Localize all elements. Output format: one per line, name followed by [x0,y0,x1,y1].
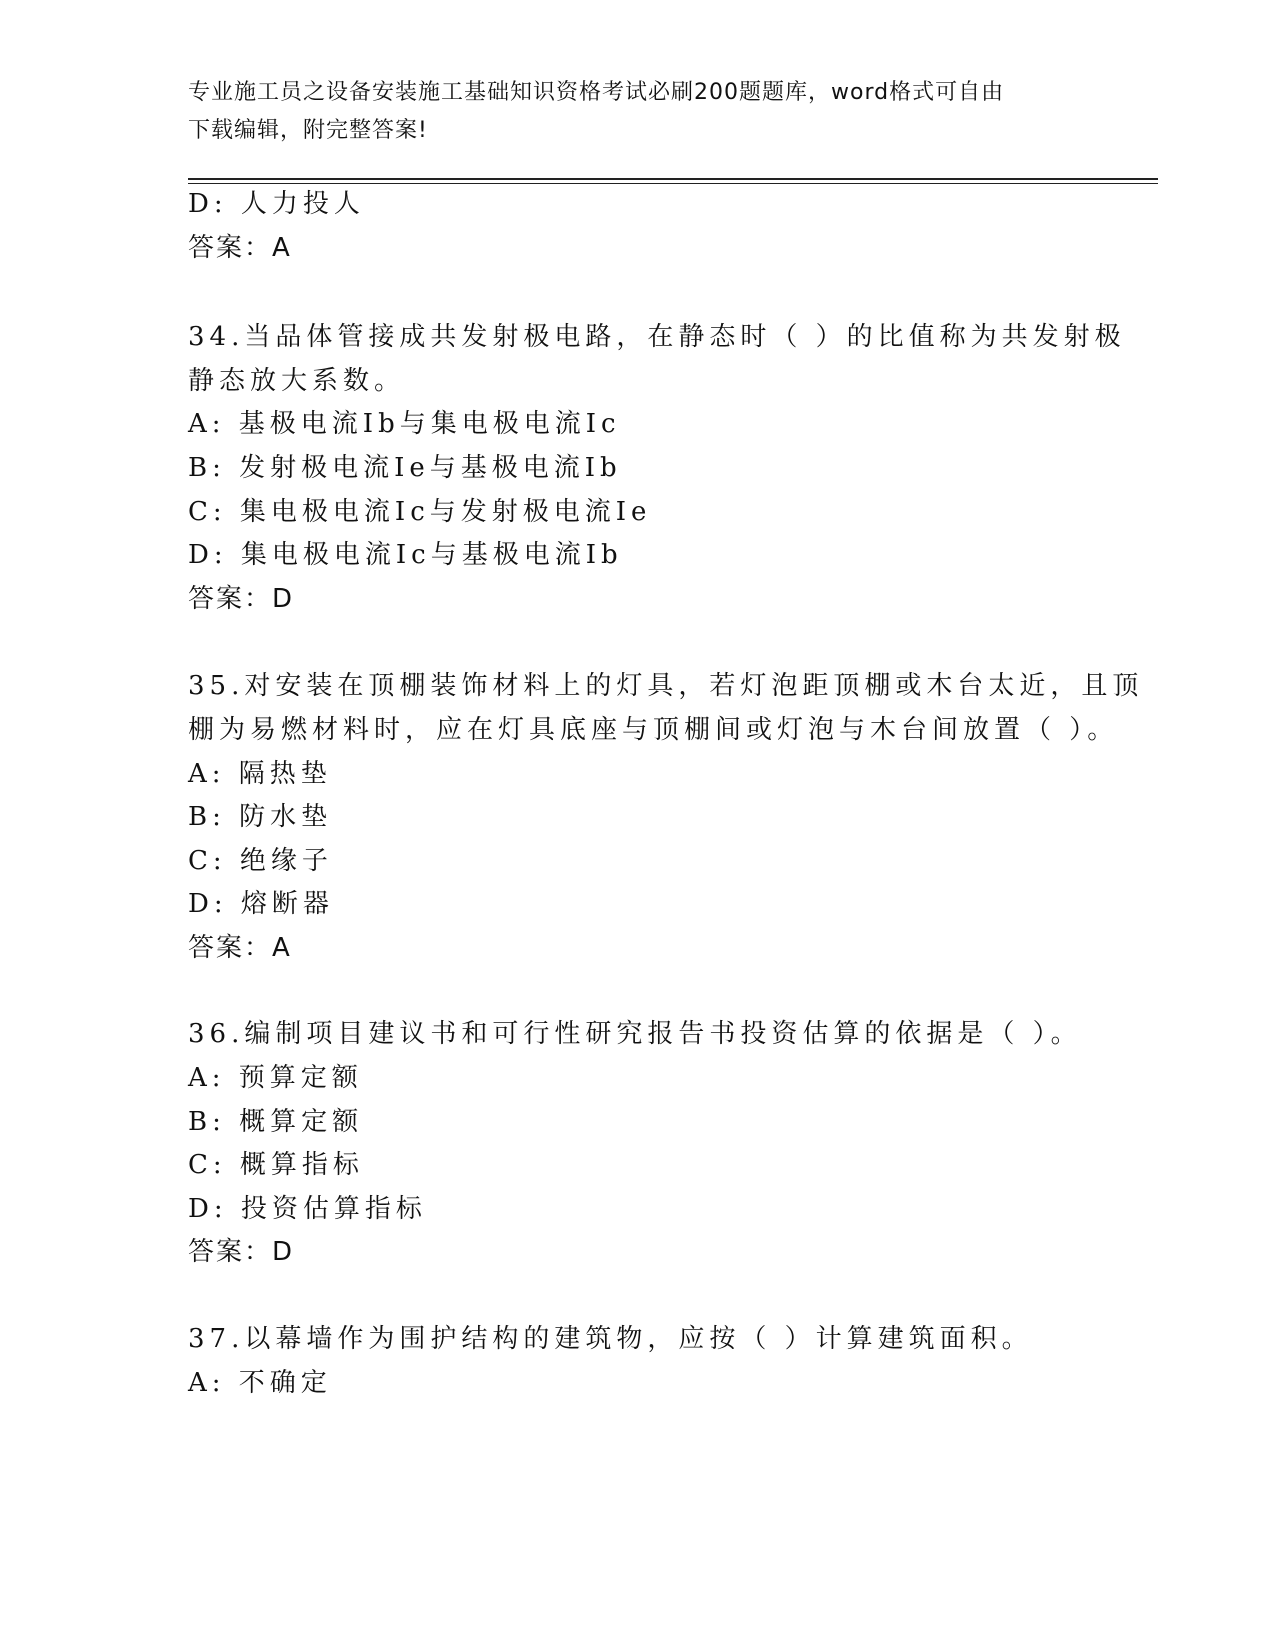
question-36-line-1: 36.编制项目建议书和可行性研究报告书投资估算的依据是（ ）。 [188,1019,1082,1049]
question-35-option-b: B: 防水垫 [188,802,333,832]
question-35-option-d: D: 熔断器 [188,889,334,919]
question-34-option-c: C: 集电极电流Ic与发射极电流Ie [188,497,652,527]
question-34-option-b: B: 发射极电流Ie与基极电流Ib [188,453,622,483]
question-34-line-1: 34.当品体管接成共发射极电路，在静态时（ ）的比值称为共发射极 [188,322,1126,352]
header-line-1: 专业施工员之设备安装施工基础知识资格考试必刷200题题库，word格式可自由 [188,80,1005,105]
question-36-option-c: C: 概算指标 [188,1150,364,1180]
question-35-answer: 答案：A [188,933,292,963]
option-d-prev: D: 人力投人 [188,189,365,219]
question-36-option-b: B: 概算定额 [188,1107,364,1137]
question-34-line-2: 静态放大系数。 [188,366,406,396]
question-34-answer: 答案：D [188,584,295,614]
header-divider-thin [188,183,1158,184]
question-34-option-a: A: 基极电流Ib与集电极电流Ic [188,409,621,439]
header-line-2: 下载编辑，附完整答案! [188,118,428,143]
question-36-option-a: A: 预算定额 [188,1063,363,1093]
header-divider-thick [188,178,1158,180]
answer-prev: 答案：A [188,233,292,263]
question-36-option-d: D: 投资估算指标 [188,1194,427,1224]
question-35-option-a: A: 隔热垫 [188,759,332,789]
question-36-answer: 答案：D [188,1237,295,1267]
question-35-line-2: 棚为易燃材料时，应在灯具底座与顶棚间或灯泡与木台间放置（ ）。 [188,715,1119,745]
question-37-line-1: 37.以幕墙作为围护结构的建筑物，应按（ ）计算建筑面积。 [188,1324,1033,1354]
question-35-line-1: 35.对安装在顶棚装饰材料上的灯具，若灯泡距顶棚或木台太近，且顶 [188,671,1144,701]
question-35-option-c: C: 绝缘子 [188,846,333,876]
question-34-option-d: D: 集电极电流Ic与基极电流Ib [188,540,623,570]
document-header [188,74,1088,150]
question-37-option-a: A: 不确定 [188,1368,332,1398]
